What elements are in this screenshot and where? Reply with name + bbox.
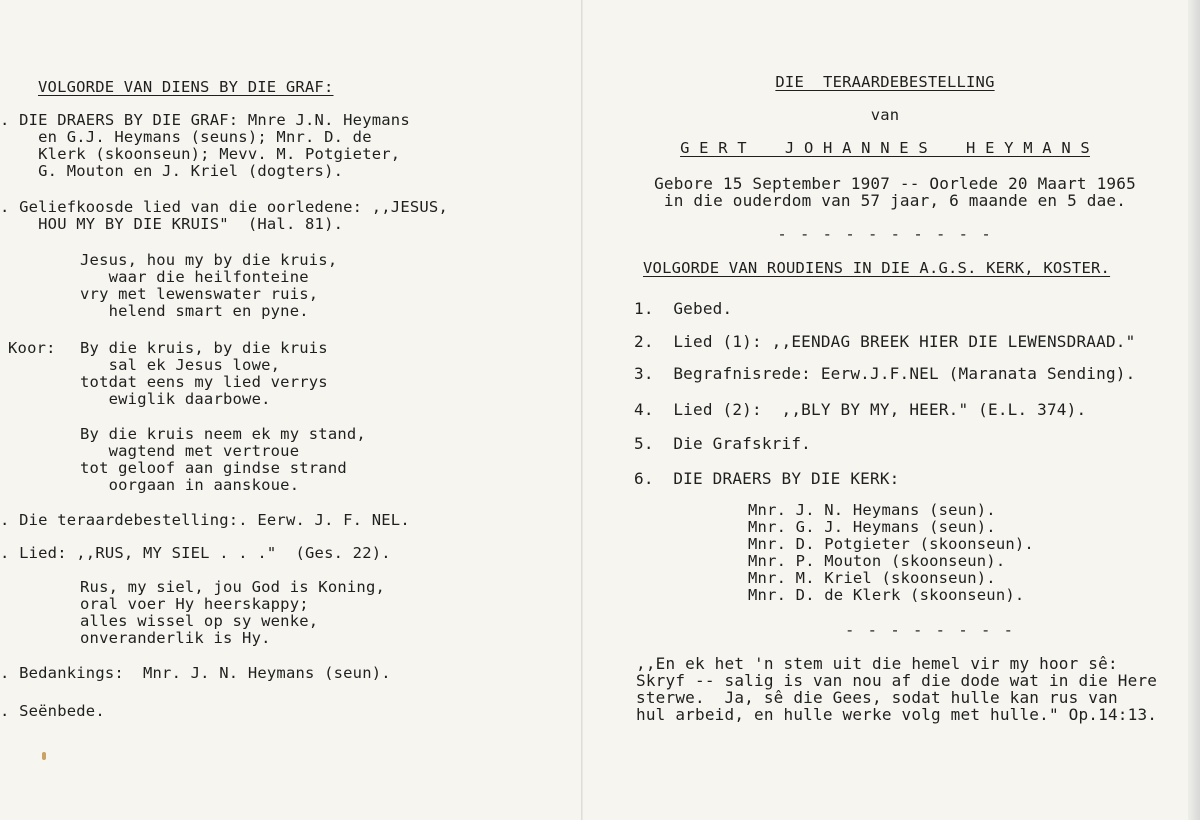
left-item1-line1: . DIE DRAERS BY DIE GRAF: Mnre J.N. Heymans	[0, 111, 410, 129]
order-item-5: 5. Die Grafskrif.	[634, 434, 811, 453]
verse3-line3: alles wissel op sy wenke,	[80, 612, 319, 630]
right-title: DIE TERAARDEBESTELLING	[775, 73, 995, 91]
bearer-3: Mnr. D. Potgieter (skoonseun).	[748, 535, 1034, 553]
verse2-line3: tot geloof aan gindse strand	[80, 459, 347, 477]
verse2-line1: By die kruis neem ek my stand,	[80, 425, 366, 443]
quote-line2: Skryf -- salig is van nou af die dode wat in die Here	[636, 671, 1158, 690]
koor-line2: sal ek Jesus lowe,	[80, 356, 281, 374]
paper-stain	[42, 752, 46, 760]
deceased-name: G E R T J O H A N N E S H E Y M A N S	[680, 139, 1090, 157]
verse3-line2: oral voer Hy heerskappy;	[80, 595, 309, 613]
age-line: in die ouderdom van 57 jaar, 6 maande en 5 dae.	[663, 191, 1127, 210]
verse3-line4: onveranderlik is Hy.	[80, 629, 271, 647]
bearer-2: Mnr. G. J. Heymans (seun).	[748, 518, 996, 536]
left-heading: VOLGORDE VAN DIENS BY DIE GRAF:	[38, 78, 334, 96]
quote-line1: ,,En ek het 'n stem uit die hemel vir my hoor sê:	[636, 654, 1118, 673]
bearer-1: Mnr. J. N. Heymans (seun).	[748, 501, 996, 519]
order-item-4: 4. Lied (2): ,,BLY BY MY, HEER." (E.L. 374).	[634, 400, 1087, 419]
koor-line3: totdat eens my lied verrys	[80, 373, 328, 391]
verse1-line2: waar die heilfonteine	[80, 268, 309, 286]
verse1-line3: vry met lewenswater ruis,	[80, 285, 319, 303]
verse1-line4: helend smart en pyne.	[80, 302, 309, 320]
divider-2: - - - - - - - -	[845, 621, 1015, 639]
verse2-line2: wagtend met vertroue	[80, 442, 300, 460]
left-item1-line2: en G.J. Heymans (seuns); Mnr. D. de	[0, 128, 372, 146]
koor-line1: By die kruis, by die kruis	[80, 339, 328, 357]
left-item3: . Die teraardebestelling:. Eerw. J. F. NEL.	[0, 511, 410, 529]
order-item-2: 2. Lied (1): ,,EENDAG BREEK HIER DIE LEWENSDRAAD."	[634, 332, 1136, 351]
left-item2-line2: HOU MY BY DIE KRUIS" (Hal. 81).	[0, 215, 344, 233]
left-item4: . Lied: ,,RUS, MY SIEL . . ." (Ges. 22).	[0, 544, 391, 562]
birth-death-line: Gebore 15 September 1907 -- Oorlede 20 Maart 1965	[654, 174, 1136, 193]
left-item1-line3: Klerk (skoonseun); Mevv. M. Potgieter,	[0, 145, 401, 163]
quote-line3: sterwe. Ja, sê die Gees, sodat hulle kan rus van	[636, 688, 1118, 707]
order-heading: VOLGORDE VAN ROUDIENS IN DIE A.G.S. KERK, KOSTER.	[643, 259, 1111, 277]
left-item6: . Seënbede.	[0, 702, 105, 720]
verse2-line4: oorgaan in aanskoue.	[80, 476, 300, 494]
paper-edge	[1188, 0, 1200, 820]
bearer-5: Mnr. M. Kriel (skoonseun).	[748, 569, 996, 587]
bearer-4: Mnr. P. Mouton (skoonseun).	[748, 552, 1006, 570]
order-item-3: 3. Begrafnisrede: Eerw.J.F.NEL (Maranata Sending).	[634, 364, 1136, 383]
verse3-line1: Rus, my siel, jou God is Koning,	[80, 578, 386, 596]
page-fold	[581, 0, 583, 820]
right-van: van	[870, 106, 900, 124]
left-item1-line4: G. Mouton en J. Kriel (dogters).	[0, 162, 344, 180]
order-item-1: 1. Gebed.	[634, 299, 733, 318]
quote-line4: hul arbeid, en hulle werke volg met hulle." Op.14:13.	[636, 705, 1158, 724]
left-item2-line1: . Geliefkoosde lied van die oorledene: ,,JESUS,	[0, 198, 448, 216]
koor-line4: ewiglik daarbowe.	[80, 390, 271, 408]
verse1-line1: Jesus, hou my by die kruis,	[80, 251, 338, 269]
bearer-6: Mnr. D. de Klerk (skoonseun).	[748, 586, 1025, 604]
koor-label: Koor:	[8, 339, 56, 357]
left-item5: . Bedankings: Mnr. J. N. Heymans (seun).	[0, 664, 391, 682]
divider-1: - - - - - - - - - -	[777, 225, 993, 243]
order-item-6: 6. DIE DRAERS BY DIE KERK:	[634, 469, 900, 488]
